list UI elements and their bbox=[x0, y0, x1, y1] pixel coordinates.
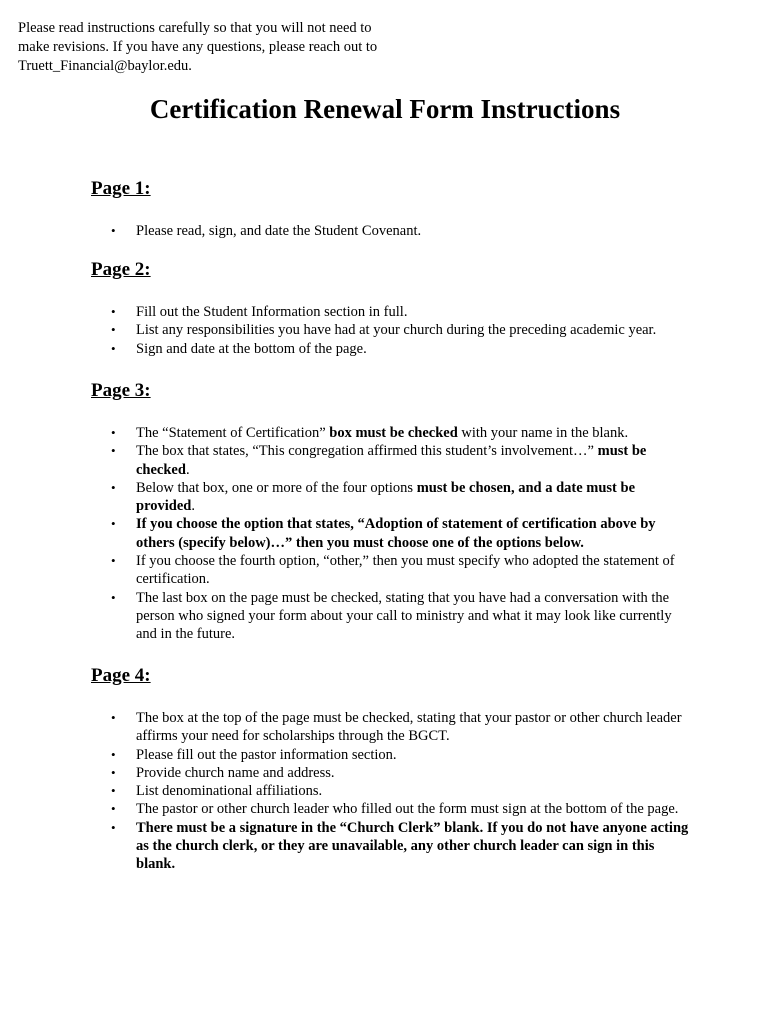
list-item bbox=[91, 782, 696, 800]
item-text: List denominational affiliations. bbox=[136, 783, 323, 800]
list-item bbox=[91, 303, 696, 321]
bullet-icon: • bbox=[111, 322, 116, 338]
emphasis-text: must be checked bbox=[136, 443, 647, 478]
item-text: Fill out the Student Information section in full. bbox=[136, 304, 408, 320]
section-page-2 bbox=[91, 258, 711, 358]
bullet-icon: • bbox=[111, 746, 116, 762]
list-item bbox=[91, 800, 696, 818]
section-page-3 bbox=[91, 379, 711, 644]
section-page-4 bbox=[91, 664, 711, 874]
bullet-icon: • bbox=[111, 783, 116, 799]
item-text: The box at the top of the page must be checked, stating that your pastor or other church leader affirms your need for scholarships through the BGCT. bbox=[136, 710, 682, 745]
section-heading: Page 3: bbox=[91, 380, 151, 401]
intro-note bbox=[18, 19, 418, 76]
list-item bbox=[91, 340, 696, 358]
document-title: Certification Renewal Form Instructions bbox=[149, 94, 621, 124]
bullet-icon: • bbox=[111, 589, 116, 605]
bullet-list bbox=[91, 303, 711, 358]
intro-line: Truett_Financial@baylor.edu. bbox=[18, 58, 192, 74]
item-text: Please read, sign, and date the Student Covenant. bbox=[136, 223, 422, 239]
bullet-icon: • bbox=[111, 819, 116, 835]
section-heading: Page 2: bbox=[91, 259, 151, 280]
item-text: If you choose the fourth option, “other,” then you must specify who adopted the statement of certification. bbox=[136, 553, 675, 588]
list-item bbox=[91, 746, 696, 764]
item-text: Sign and date at the bottom of the page. bbox=[136, 340, 367, 357]
list-item bbox=[91, 764, 696, 782]
item-text: Below that box, one or more of the four options bbox=[136, 479, 417, 496]
item-text: The “Statement of Certification” bbox=[136, 425, 330, 441]
item-text: The box that states, “This congregation affirmed this student’s involvement…” bbox=[136, 443, 598, 460]
list-item bbox=[91, 709, 696, 746]
emphasis-text: There must be a signature in the “Church Clerk” blank. If you do not have anyone acting as the church clerk, or they are unavailable, any other church leader can sign in this blank. bbox=[136, 819, 689, 873]
list-item bbox=[91, 321, 696, 339]
bullet-icon: • bbox=[111, 479, 116, 495]
list-item bbox=[91, 819, 696, 874]
list-item bbox=[91, 442, 696, 479]
list-item bbox=[91, 424, 696, 442]
bullet-icon: • bbox=[111, 710, 116, 725]
bullet-icon: • bbox=[111, 425, 116, 440]
bullet-icon: • bbox=[111, 223, 116, 238]
item-text: Please fill out the pastor information section. bbox=[136, 746, 397, 763]
list-item bbox=[91, 589, 696, 644]
list-item bbox=[91, 479, 696, 516]
list-item bbox=[91, 552, 696, 589]
bullet-icon: • bbox=[111, 516, 116, 532]
section-page-1 bbox=[91, 177, 711, 240]
section-heading: Page 4: bbox=[91, 665, 151, 686]
bullet-list bbox=[91, 709, 711, 874]
list-item bbox=[91, 515, 696, 552]
bullet-icon: • bbox=[111, 340, 116, 356]
item-text: List any responsibilities you have had at your church during the preceding academic year. bbox=[136, 322, 657, 339]
item-text: The pastor or other church leader who filled out the form must sign at the bottom of the page. bbox=[136, 801, 679, 818]
bullet-icon: • bbox=[111, 764, 116, 780]
emphasis-text: box must be checked bbox=[329, 425, 458, 441]
bullet-icon: • bbox=[111, 553, 116, 569]
list-item bbox=[91, 222, 696, 240]
intro-line: Please read instructions carefully so that you will not need to bbox=[18, 20, 372, 36]
section-heading: Page 1: bbox=[91, 178, 151, 199]
bullet-icon: • bbox=[111, 304, 116, 319]
intro-line: make revisions. If you have any questions, please reach out to bbox=[18, 39, 378, 55]
bullet-list bbox=[91, 222, 711, 240]
emphasis-text: must be chosen, and a date must be provided bbox=[136, 479, 636, 515]
item-text: Provide church name and address. bbox=[136, 764, 335, 781]
item-text: . bbox=[185, 461, 190, 478]
emphasis-text: If you choose the option that states, “Adoption of statement of certification above by others (specify below)…” then you must choose one of the options below. bbox=[136, 516, 656, 551]
item-text: with your name in the blank. bbox=[457, 425, 629, 441]
bullet-list bbox=[91, 424, 711, 644]
item-text: . bbox=[191, 498, 195, 515]
bullet-icon: • bbox=[111, 443, 116, 459]
item-text: The last box on the page must be checked, stating that you have had a conversation with the person who signed your form about your call to ministry and what it may look like currently and in the future. bbox=[136, 589, 672, 643]
bullet-icon: • bbox=[111, 801, 116, 817]
